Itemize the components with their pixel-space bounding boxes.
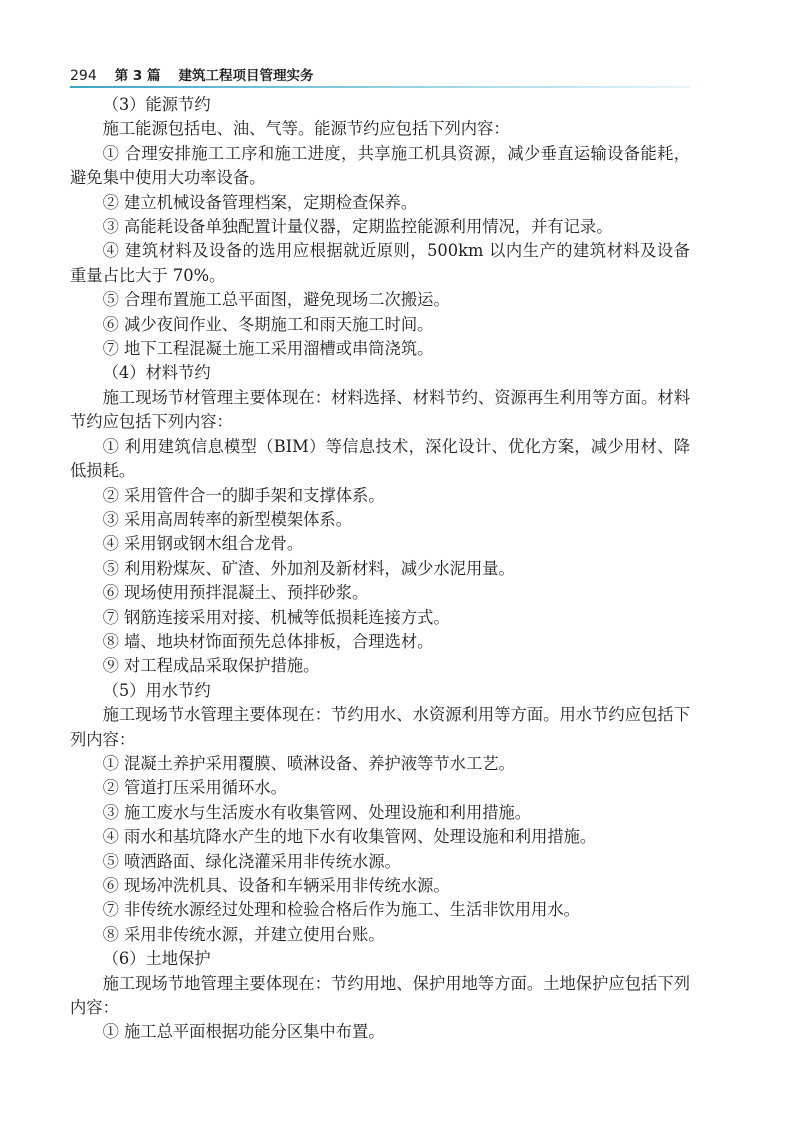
list-item: ⑥ 现场冲洗机具、设备和车辆采用非传统水源。 [102, 876, 450, 895]
running-header [70, 62, 690, 84]
part-label: 第 3 篇 [114, 68, 161, 84]
paragraph: 施工现场节地管理主要体现在：节约用地、保护用地等方面。土地保护应包括下列内容： [70, 973, 690, 1018]
list-item: ④ 采用钢或钢木组合龙骨。 [102, 534, 304, 554]
paragraph: 施工现场节材管理主要体现在：材料选择、材料节约、资源再生利用等方面。材料节约应包括下列内容： [70, 387, 690, 432]
subsection-heading: （3）能源节约 [102, 95, 211, 114]
list-item: ① 合理安排施工工序和施工进度，共享施工机具资源，减少垂直运输设备能耗，避免集中使用大功率设备。 [70, 143, 690, 188]
list-item: ⑧ 墙、地块材饰面预先总体排板，合理选材。 [102, 631, 434, 651]
list-item: ⑤ 喷洒路面、绿化浇灌采用非传统水源。 [102, 851, 401, 871]
list-item: ⑤ 利用粉煤灰、矿渣、外加剂及新材料，减少水泥用量。 [102, 558, 515, 578]
list-item: ⑥ 减少夜间作业、冬期施工和雨天施工时间。 [102, 314, 434, 334]
paragraph: 施工能源包括电、油、气等。能源节约应包括下列内容： [102, 119, 510, 139]
section-title: 建筑工程项目管理实务 [178, 68, 314, 84]
subsection-heading: （5）用水节约 [102, 680, 211, 700]
list-item: ③ 采用高周转率的新型模架体系。 [102, 509, 352, 529]
list-item: ① 施工总平面根据功能分区集中布置。 [102, 1022, 385, 1042]
list-item: ③ 施工废水与生活废水有收集管网、处理设施和利用措施。 [102, 802, 532, 822]
list-item: ⑤ 合理布置施工总平面图，避免现场二次搬运。 [102, 290, 450, 310]
subsection-heading: （4）材料节约 [102, 363, 211, 383]
subsection-heading: （6）土地保护 [102, 949, 211, 969]
list-item: ⑦ 地下工程混凝土施工采用溜槽或串筒浇筑。 [102, 339, 434, 359]
page-number: 294 [70, 68, 97, 84]
list-item: ② 建立机械设备管理档案，定期检查保养。 [102, 192, 418, 212]
header-rule [70, 86, 690, 88]
list-item: ② 管道打压采用循环水。 [102, 778, 287, 798]
list-item: ⑥ 现场使用预拌混凝土、预拌砂浆。 [102, 583, 369, 603]
list-item: ② 采用管件合一的脚手架和支撑体系。 [102, 485, 385, 505]
list-item: ① 利用建筑信息模型（BIM）等信息技术，深化设计、优化方案，减少用材、降低损耗。 [70, 436, 690, 481]
list-item: ① 混凝土养护采用覆膜、喷淋设备、养护液等节水工艺。 [102, 753, 515, 773]
list-item: ⑦ 非传统水源经过处理和检验合格后作为施工、生活非饮用用水。 [102, 900, 580, 920]
list-item: ⑨ 对工程成品采取保护措施。 [102, 656, 320, 676]
list-item: ③ 高能耗设备单独配置计量仪器，定期监控能源利用情况，并有记录。 [102, 217, 613, 237]
list-item: ⑦ 钢筋连接采用对接、机械等低损耗连接方式。 [102, 607, 450, 627]
page-body [70, 93, 690, 1045]
list-item: ⑧ 采用非传统水源，并建立使用台账。 [102, 924, 385, 944]
list-item: ④ 建筑材料及设备的选用应根据就近原则，500km 以内生产的建筑材料及设备重量占比大于 70%。 [70, 241, 690, 285]
paragraph: 施工现场节水管理主要体现在：节约用水、水资源利用等方面。用水节约应包括下列内容： [70, 705, 690, 749]
list-item: ④ 雨水和基坑降水产生的地下水有收集管网、处理设施和利用措施。 [102, 827, 597, 847]
